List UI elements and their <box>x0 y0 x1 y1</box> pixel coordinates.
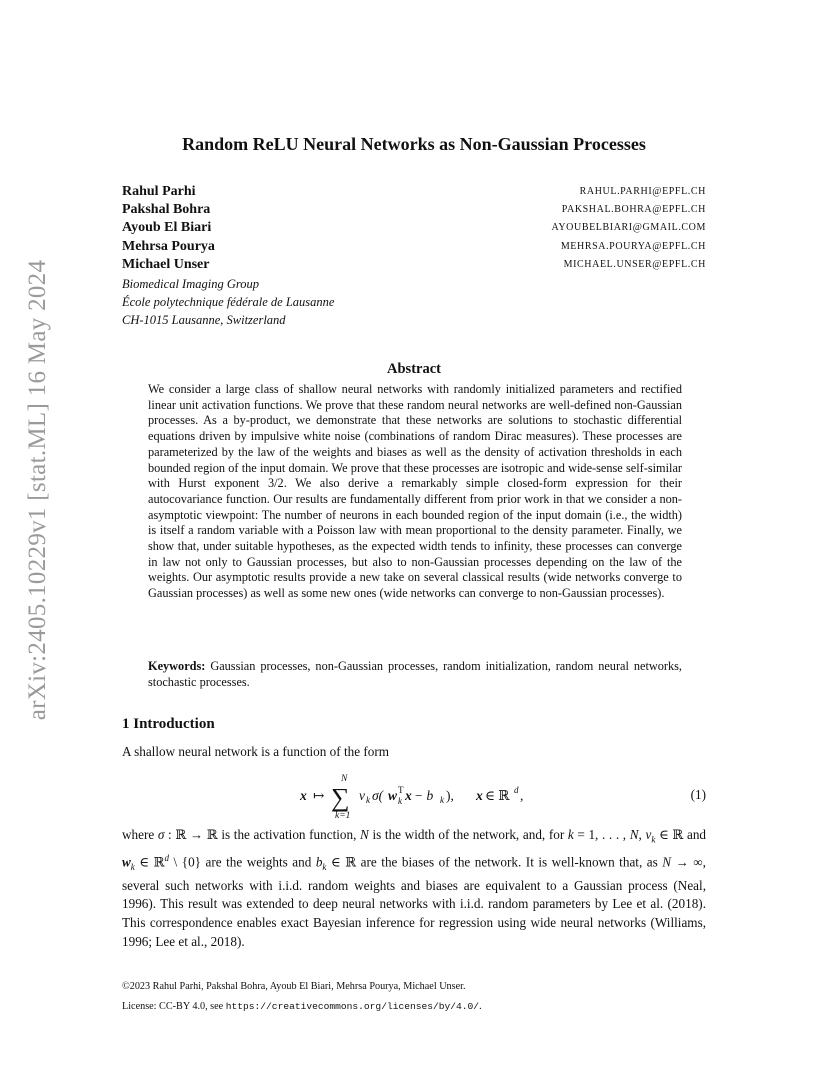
eq-mapsto: ↦ <box>313 788 325 803</box>
author-email[interactable]: MICHAEL.UNSER@EPFL.CH <box>563 259 706 270</box>
math-sub-k: k <box>130 862 135 873</box>
math-v: v <box>645 827 652 842</box>
text-run: = 1, . . . , <box>573 827 630 842</box>
math-sub-k: k <box>651 834 656 845</box>
arxiv-side-stamp: arXiv:2405.10229v1 [stat.ML] 16 May 2024 <box>24 259 51 721</box>
affiliation-line: École polytechnique fédérale de Lausanne <box>122 295 335 309</box>
math-N: N <box>360 827 369 842</box>
author-name: Pakshal Bohra <box>122 202 211 217</box>
author-email[interactable]: AYOUBELBIARI@GMAIL.COM <box>551 222 706 233</box>
eq-v: v <box>359 788 365 803</box>
text-run: ∈ ℝ <box>134 854 165 870</box>
text-run: ∈ ℝ and <box>655 827 707 842</box>
eq-sigma: σ( <box>372 788 384 803</box>
author-name: Ayoub El Biari <box>122 220 212 235</box>
eq-sup-d: d <box>514 785 519 795</box>
affiliation-line: Biomedical Imaging Group <box>122 277 260 291</box>
text-run: where <box>122 827 158 842</box>
eq-in-R: ∈ ℝ <box>485 788 510 803</box>
eq-minus-b: − b <box>414 788 434 803</box>
author-email[interactable]: RAHUL.PARHI@EPFL.CH <box>579 186 706 197</box>
text-run: is the width of the network, and, for <box>368 827 568 842</box>
eq-sub-k: k <box>366 795 370 805</box>
math-sigma: σ <box>157 827 165 842</box>
section-heading: 1 Introduction <box>122 716 215 732</box>
math-b: b <box>315 854 323 870</box>
eq-sum-lower: k=1 <box>335 811 351 821</box>
author-email[interactable]: MEHRSA.POURYA@EPFL.CH <box>560 241 706 252</box>
keywords-list: Gaussian processes, non-Gaussian processes, random initialization, random neural networks, stochastic processes. <box>148 659 682 689</box>
author-name: Rahul Parhi <box>122 184 196 199</box>
intro-paragraph <box>122 826 706 951</box>
license-suffix: . <box>479 1001 482 1012</box>
affiliation-line: CH-1015 Lausanne, Switzerland <box>122 313 286 327</box>
author-name: Michael Unser <box>122 257 210 272</box>
eq-sum-symbol: ∑ <box>331 783 350 812</box>
math-N: N <box>662 854 672 870</box>
paper-title: Random ReLU Neural Networks as Non-Gaussian Processes <box>182 134 646 154</box>
intro-lead-sentence: A shallow neural network is a function of the form <box>122 744 389 759</box>
license-line <box>122 1001 482 1012</box>
text-run: \ {0} are the weights and <box>169 854 316 870</box>
equation-number: (1) <box>690 787 706 802</box>
abstract-text: We consider a large class of shallow neural networks with randomly initialized parameters and rectified linear unit activation functions. We prove that these random neural networks are well-defined non-Gaussian processes. As a by-product, we demonstrate that these networks are solutions to stochastic differential equations driven by impulsive white noise (combinations of random Dirac measures). These processes are parameterized by the law of the weights and biases as well as the density of activation thresholds in each bounded region of the input domain. We prove that these processes are isotropic and wide-sense self-similar with Hurst exponent 3/2. We also derive a remarkably simple closed-form expression for their autocovariance function. Our results are fundamentally different from prior work in that we consider a non-asymptotic viewpoint: The number of neurons in each bounded region of the input domain (i.e., the width) is itself a random variable with a Poisson law with mean proportional to the density parameter. Finally, we show that, under suitable hypotheses, as the expected width tends to infinity, these processes can converge in law not only to Gaussian processes, but also to non-Gaussian processes depending on the law of the weights. Our asymptotic results provide a new take on several classical results (wide networks converge to Gaussian processes) as well as some new ones (wide networks can converge to non-Gaussian processes). <box>148 382 682 601</box>
eq-sup-T: T <box>398 785 404 795</box>
math-w: w <box>122 854 131 870</box>
keywords-label: Keywords: <box>148 659 206 673</box>
math-N: N <box>629 827 639 842</box>
math-sup-d: d <box>164 853 170 864</box>
author-name: Mehrsa Pourya <box>122 239 215 254</box>
eq-sub-k: k <box>398 796 402 806</box>
math-sub-k: k <box>322 862 327 873</box>
math-k: k <box>567 827 574 842</box>
keywords <box>148 659 682 690</box>
eq-sub-k: k <box>440 795 444 805</box>
text-run: , <box>638 827 646 842</box>
eq-comma: , <box>520 788 524 803</box>
eq-x: x <box>405 788 412 803</box>
eq-x: x <box>476 788 483 803</box>
eq-w: w <box>388 788 398 803</box>
eq-sum-upper: N <box>341 774 348 784</box>
text-run: ∈ ℝ are the biases of the network. It is well-known that, as <box>326 854 663 870</box>
license-link[interactable]: https://creativecommons.org/licenses/by/4.0/ <box>225 1001 480 1012</box>
license-prefix: License: CC-BY 4.0, see <box>122 1001 226 1012</box>
author-email[interactable]: PAKSHAL.BOHRA@EPFL.CH <box>561 204 706 215</box>
abstract-heading: Abstract <box>387 361 441 377</box>
text-run: → ∞, several such networks with i.i.d. random weights and biases are equivalent to a Gaussian process (Neal, 1996). This result was extended to deep neural networks with i.i.d. random parameters by Lee et al. (2018). This correspondence enables exact Bayesian inference for regression using wide neural networks (Williams, 1996; Lee et al., 2018). <box>122 854 706 949</box>
eq-x: x <box>300 788 307 803</box>
copyright-notice: ©2023 Rahul Parhi, Pakshal Bohra, Ayoub El Biari, Mehrsa Pourya, Michael Unser. <box>122 981 466 992</box>
text-run: : ℝ → ℝ is the activation function, <box>164 827 361 842</box>
eq-close: ), <box>446 788 454 803</box>
